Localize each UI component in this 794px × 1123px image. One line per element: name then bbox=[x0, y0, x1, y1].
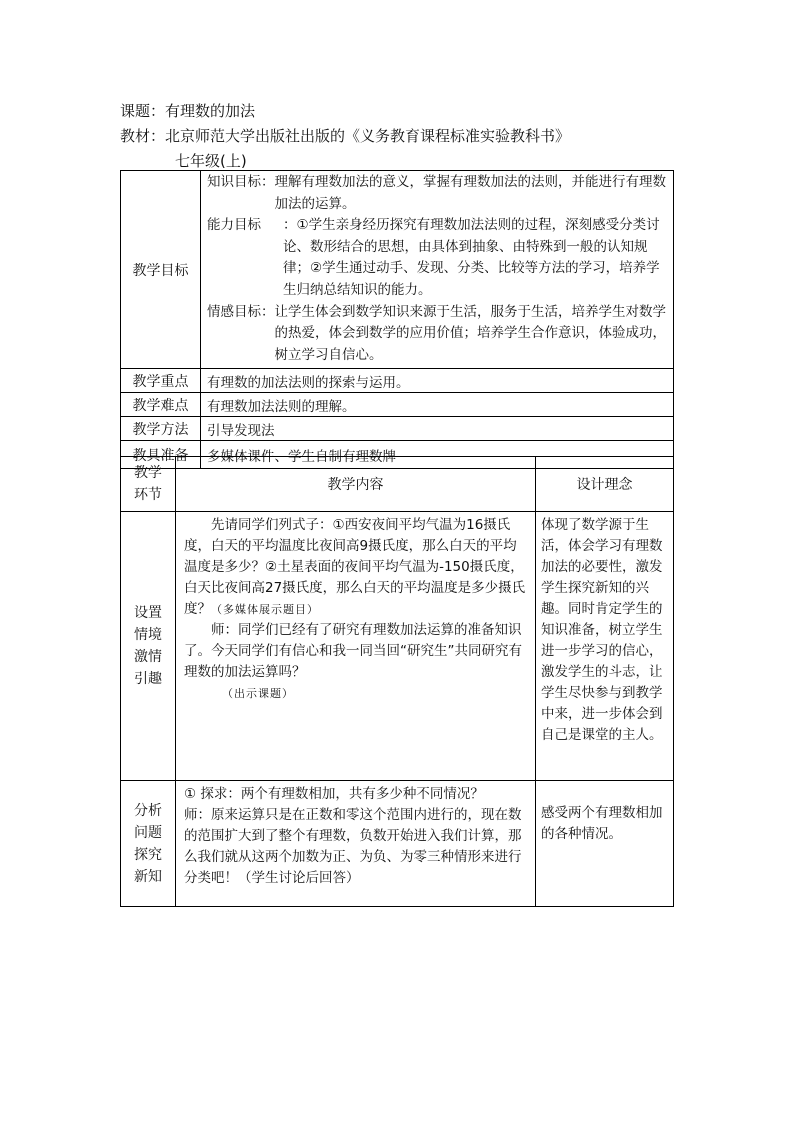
emotion-objective-text: 让学生体会到数学知识来源于生活，服务于生活，培养学生对数学的热爱，体会到数学的应用价值；培养学生合作意识，体验成功，树立学习自信心。 bbox=[274, 303, 666, 363]
process-header-row bbox=[121, 457, 674, 512]
topic-line bbox=[120, 99, 680, 124]
topic-value: 有理数的加法 bbox=[165, 102, 256, 120]
objectives-label: 教学目标 bbox=[121, 171, 201, 369]
col-concept-header: 设计理念 bbox=[536, 457, 674, 512]
section-intro-concept: 体现了数学源于生活，体会学习有理数加法的必要性，激发学生探究新知的兴趣。同时肯定学生的知识准备，树立学生进一步学习的信心，激发学生的斗志，让学生尽快参与到教学中来，进一步体会到自己是课堂的主人。 bbox=[536, 512, 674, 781]
section-intro-row bbox=[121, 512, 674, 781]
intro-paragraph-1-text: 先请同学们列式子：①西安夜间平均气温为16摄氏度，白天的平均温度比夜间高9摄氏度，那么白天的平均温度是多少？②土星表面的夜间平均气温为-150摄氏度，白天比夜间高27摄氏度，那么白天的平均温度是多少摄氏度？ bbox=[184, 517, 526, 617]
teaching-process-table bbox=[120, 456, 674, 907]
intro-paragraph-2-note: （出示课题） bbox=[222, 687, 294, 700]
key-point-value: 有理数的加法法则的探索与运用。 bbox=[201, 369, 674, 393]
stage-char: 新知 bbox=[134, 868, 162, 885]
difficulty-label: 教学难点 bbox=[121, 393, 201, 417]
knowledge-objective-key: 知识目标： bbox=[207, 174, 275, 190]
material-grade: 七年级(上) bbox=[175, 152, 247, 170]
ability-objective-text: ：①学生亲身经历探究有理数加法法则的过程，深刻感受分类讨论、数形结合的思想，由具体到抽象、由特殊到一般的认知规律；②学生通过动手、发现、分类、比较等方法的学习，培养学生归纳总结知识的能力。 bbox=[283, 217, 660, 298]
difficulty-value: 有理数加法法则的理解。 bbox=[201, 393, 674, 417]
intro-paragraph-2: 师：同学们已经有了研究有理数加法运算的准备知识了。今天同学们有信心和我一同当回“研究生”共同研究有理数的加法运算吗？ bbox=[184, 622, 522, 680]
explore-line-2: 师：原来运算只是在正数和零这个范围内进行的，现在数的范围扩大到了整个有理数，负数开始进入我们计算，那么我们就从这两个加数为正、为负、为零三种情形来进行分类吧！（学生讨论后回答） bbox=[184, 807, 522, 886]
stage-char: 激情 bbox=[134, 649, 162, 665]
section-explore-row bbox=[121, 781, 674, 907]
tools-label: 教具准备 bbox=[121, 441, 201, 469]
intro-paragraph-1-note: （多媒体展示题目） bbox=[211, 603, 319, 616]
stage-char: 设置 bbox=[134, 605, 162, 621]
stage-char: 引趣 bbox=[134, 671, 162, 687]
stage-char: 情境 bbox=[134, 627, 162, 643]
col-stage-line1: 教学 bbox=[134, 465, 162, 481]
method-label: 教学方法 bbox=[121, 417, 201, 441]
stage-char: 问题 bbox=[134, 824, 162, 841]
col-stage-line2: 环节 bbox=[134, 487, 162, 503]
key-point-row bbox=[121, 369, 674, 393]
stage-char: 探究 bbox=[134, 846, 162, 863]
material-line bbox=[120, 124, 680, 149]
explore-line-1: ① 探求：两个有理数相加，共有多少种不同情况？ bbox=[184, 786, 484, 802]
emotion-objective-key: 情感目标： bbox=[207, 303, 275, 320]
emotion-objective bbox=[207, 302, 669, 367]
section-intro-content bbox=[176, 512, 536, 781]
intro-paragraph-1 bbox=[184, 515, 529, 620]
material-label: 教材： bbox=[120, 127, 166, 145]
method-value: 引导发现法 bbox=[201, 417, 674, 441]
method-row bbox=[121, 417, 674, 441]
ability-objective-key: 能力目标 bbox=[207, 217, 261, 234]
key-point-label: 教学重点 bbox=[121, 369, 201, 393]
objectives-content bbox=[201, 171, 674, 369]
stage-char: 分析 bbox=[134, 802, 162, 819]
knowledge-objective-text: 理解有理数加法的意义，掌握有理数加法的法则，并能进行有理数加法的运算。 bbox=[274, 174, 666, 212]
difficulty-row bbox=[121, 393, 674, 417]
tools-value: 多媒体课件、学生自制有理数牌 bbox=[201, 441, 674, 469]
col-content-header: 教学内容 bbox=[176, 457, 536, 512]
lesson-plan-table bbox=[120, 170, 674, 469]
section-explore-content bbox=[176, 781, 536, 907]
lesson-header bbox=[120, 99, 680, 174]
section-intro-stage bbox=[121, 512, 176, 781]
material-value: 北京师范大学出版社出版的《义务教育课程标准实验教科书》 bbox=[165, 127, 571, 145]
topic-label: 课题： bbox=[120, 102, 166, 120]
knowledge-objective bbox=[207, 172, 669, 215]
ability-objective bbox=[207, 215, 669, 301]
section-explore-concept: 感受两个有理数相加的各种情况。 bbox=[536, 781, 674, 907]
col-stage-header bbox=[121, 457, 176, 512]
objectives-row bbox=[121, 171, 674, 369]
section-explore-stage bbox=[121, 781, 176, 907]
